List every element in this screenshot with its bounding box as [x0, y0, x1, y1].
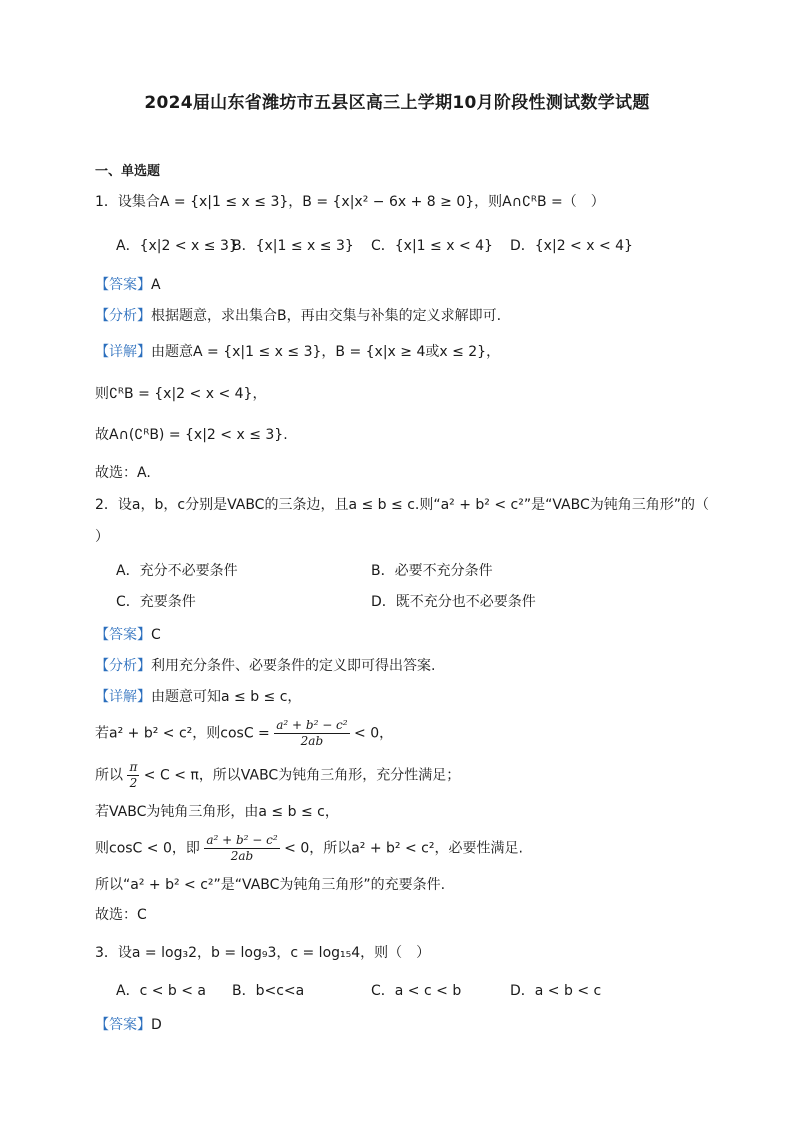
cosine-fraction	[274, 718, 349, 749]
q2-option-c: C．充要条件	[116, 594, 196, 610]
q2-detail-line-2	[95, 718, 393, 749]
answer-tag: 【答案】	[95, 1017, 151, 1033]
q3-option-b: B．b<c<a	[232, 983, 305, 999]
answer-value: A	[151, 277, 161, 293]
document-title: 2024届山东省潍坊市五县区高三上学期10月阶段性测试数学试题	[144, 93, 650, 113]
detail-tag: 【详解】	[95, 689, 151, 705]
q1-choice: 故选：A.	[95, 465, 151, 481]
section-heading: 一、单选题	[95, 164, 161, 179]
necessity-result: < 0，所以a² + b² < c²，必要性满足.	[284, 840, 523, 857]
q2-analysis	[95, 657, 435, 675]
q2-stem: 2．设a，b，c分别是VABC的三条边，且a ≤ b ≤ c.则“a² + b² < c²”是“VABC为钝角三角形”的（	[95, 497, 710, 513]
pi-half-fraction	[127, 760, 139, 791]
range-prefix: 所以	[95, 767, 123, 784]
analysis-tag: 【分析】	[95, 308, 151, 324]
detail-tag: 【详解】	[95, 344, 151, 360]
answer-value: C	[151, 627, 161, 643]
q1-option-c: C．{x|1 ≤ x < 4}	[371, 238, 493, 254]
q3-option-a: A．c < b < a	[116, 983, 207, 999]
q2-choice: 故选：C	[95, 907, 147, 923]
q1-option-a: A．{x|2 < x ≤ 3}	[116, 238, 238, 254]
cos-condition-text: 若a² + b² < c²，则cosC =	[95, 725, 270, 742]
q1-analysis	[95, 307, 501, 325]
cosine-numerator-2: a² + b² − c²	[206, 833, 278, 847]
q1-detail-line-2: 则∁ᴿB = {x|2 < x < 4}，	[95, 386, 267, 402]
q1-option-b: B．{x|1 ≤ x ≤ 3}	[232, 238, 354, 254]
q2-option-d: D．既不充分也不必要条件	[371, 594, 536, 610]
detail-text: 由题意可知a ≤ b ≤ c，	[151, 689, 302, 705]
analysis-tag: 【分析】	[95, 658, 151, 674]
q1-answer	[95, 276, 161, 294]
answer-tag: 【答案】	[95, 277, 151, 293]
range-result: < C < π，所以VABC为钝角三角形，充分性满足；	[143, 767, 461, 784]
q3-stem: 3．设a = log₃2，b = log₉3，c = log₁₅4，则（ ）	[95, 945, 431, 961]
q1-detail	[95, 343, 500, 361]
q2-option-a: A．充分不必要条件	[116, 563, 238, 579]
cosine-denominator-2: 2ab	[230, 849, 254, 863]
q2-detail-line-4: 若VABC为钝角三角形，由a ≤ b ≤ c，	[95, 804, 339, 820]
cosine-numerator: a² + b² − c²	[276, 718, 348, 732]
answer-tag: 【答案】	[95, 627, 151, 643]
q2-option-b: B．必要不充分条件	[371, 563, 493, 579]
analysis-text: 根据题意，求出集合B，再由交集与补集的定义求解即可.	[151, 308, 502, 324]
q3-option-c: C．a < c < b	[371, 983, 462, 999]
detail-text: 由题意A = {x|1 ≤ x ≤ 3}，B = {x|x ≥ 4或x ≤ 2}，	[151, 344, 501, 360]
q1-stem: 1．设集合A = {x|1 ≤ x ≤ 3}，B = {x|x² − 6x + 8 ≥ 0}，则A∩∁ᴿB =（ ）	[95, 194, 605, 210]
q1-detail-line-3: 故A∩(∁ᴿB) = {x|2 < x ≤ 3}.	[95, 427, 288, 443]
q2-detail-line-5	[95, 833, 523, 864]
q2-stem-continued: ）	[95, 529, 109, 545]
cosine-fraction-2	[204, 833, 279, 864]
q2-detail	[95, 688, 301, 706]
cos-condition-result: < 0，	[354, 725, 394, 742]
analysis-text: 利用充分条件、必要条件的定义即可得出答案.	[151, 658, 436, 674]
q2-detail-line-6: 所以“a² + b² < c²”是“VABC为钝角三角形”的充要条件.	[95, 877, 446, 893]
cosine-denominator: 2ab	[300, 734, 324, 748]
pi-denominator: 2	[129, 776, 138, 790]
answer-value: D	[151, 1017, 162, 1033]
pi-numerator: π	[129, 760, 138, 774]
q3-option-d: D．a < b < c	[510, 983, 602, 999]
q2-detail-line-3	[95, 760, 460, 791]
q3-answer	[95, 1016, 162, 1034]
q2-answer	[95, 626, 161, 644]
necessity-prefix: 则cosC < 0，即	[95, 840, 200, 857]
q1-option-d: D．{x|2 < x < 4}	[510, 238, 633, 254]
